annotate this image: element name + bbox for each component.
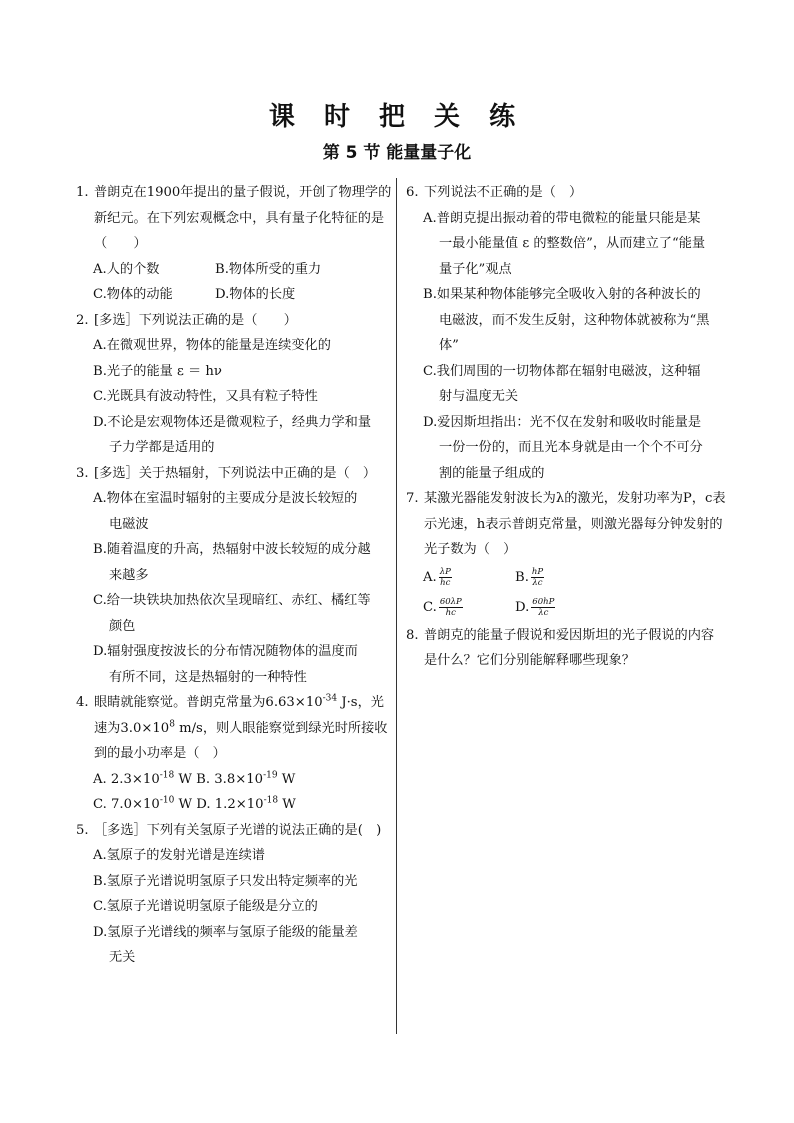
numerator: 60hP <box>532 597 555 607</box>
option-label: A. <box>423 569 437 585</box>
option-b <box>196 772 295 787</box>
question-number: 4. <box>76 695 89 710</box>
question-2 <box>76 308 392 461</box>
option-text: B.如果某种物体能够完全吸收入射的各种波长的 <box>423 287 701 302</box>
option-text-continued: 电磁波 <box>109 516 149 532</box>
numerator: λP <box>439 567 451 577</box>
option-text: C.我们周围的一切物体都在辐射电磁波，这种辐 <box>423 363 701 379</box>
option-text-continued: 射与温度无关 <box>439 389 519 404</box>
fraction <box>439 567 452 588</box>
question-number: 1. <box>76 185 89 200</box>
fraction <box>439 597 463 618</box>
option-a: A.在微观世界，物体的能量是连续变化的 <box>93 338 331 353</box>
fraction <box>531 567 544 588</box>
option-text-continued: 来越多 <box>109 567 149 583</box>
option-text-continued: 割的能量子组成的 <box>439 465 545 481</box>
question-3 <box>76 461 392 691</box>
option-b <box>76 537 392 588</box>
question-number: 8. <box>406 627 419 643</box>
column-divider <box>396 178 397 1034</box>
section-subtitle: 第 5 节 能量量子化 <box>322 143 472 163</box>
question-6 <box>406 180 726 486</box>
question-1 <box>76 180 392 308</box>
denominator: hc <box>445 608 456 618</box>
option-d <box>76 920 392 971</box>
exponent: -34 <box>322 693 338 704</box>
option-c: C.光既具有波动特性，又具有粒子特性 <box>93 389 318 404</box>
option-value: B. 3.8×10 <box>196 771 264 787</box>
option-d <box>196 797 296 812</box>
question-text: 普朗克在1900年提出的量子假说，开创了物理学的新纪元。在下列宏观概念中，具有量子化特征的是（ ） <box>94 185 392 251</box>
option-b: B.物体所受的重力 <box>215 261 322 277</box>
question-text: ［多选］下列有关氢原子光谱的说法正确的是( ) <box>94 822 382 838</box>
option-a <box>76 486 392 537</box>
option-a: A.氢原子的发射光谱是连续谱 <box>93 848 265 863</box>
question-number: 2. <box>76 312 89 328</box>
text-part: J·s，光速为3.0×10 <box>94 695 384 736</box>
question-text <box>94 690 392 767</box>
option-row <box>76 767 392 793</box>
option-a <box>406 206 726 283</box>
denominator: hc <box>440 578 451 588</box>
option-text: A.物体在室温时辐射的主要成分是波长较短的 <box>93 491 358 506</box>
option-text: D.不论是宏观物体还是微观粒子，经典力学和量 <box>93 414 372 430</box>
option-text: D.氢原子光谱线的频率与氢原子能级的能量差 <box>93 924 358 940</box>
option-b: B.光子的能量 ε ＝ hν <box>93 363 222 379</box>
unit: W <box>277 771 296 787</box>
unit: W <box>278 797 296 812</box>
option-b <box>515 565 607 591</box>
option-text-continued: 有所不同，这是热辐射的一种特性 <box>109 669 307 685</box>
option-text: A.普朗克提出振动着的带电微粒的能量只能是某 <box>423 210 701 226</box>
option-row <box>406 593 726 623</box>
option-label: D. <box>515 599 530 615</box>
option-a <box>93 772 192 787</box>
option-value: C. 7.0×10 <box>93 797 160 812</box>
numerator: 60λP <box>439 597 462 607</box>
question-4 <box>76 690 392 818</box>
question-text: 普朗克的能量子假说和爱因斯坦的光子假说的内容是什么？它们分别能解释哪些现象？ <box>424 627 715 668</box>
question-text: 某激光器能发射波长为λ的激光，发射功率为P，c表示光速，h表示普朗克常量，则激光器每分钟发射的光子数为（ ） <box>424 491 726 557</box>
option-c: C.氢原子光谱说明氢原子能级是分立的 <box>93 899 318 914</box>
question-text: [多选］下列说法正确的是（ ） <box>94 312 297 328</box>
option-value: D. 1.2×10 <box>196 797 264 812</box>
right-column <box>406 180 726 674</box>
option-a: A.人的个数 <box>93 261 160 277</box>
question-text: [多选］关于热辐射，下列说法中正确的是（ ） <box>94 465 377 481</box>
denominator: λc <box>538 608 549 618</box>
option-text: D.辐射强度按波长的分布情况随物体的温度而 <box>93 644 358 659</box>
fraction <box>531 597 555 618</box>
page-title: 课 时 把 关 练 <box>268 102 526 132</box>
numerator: hP <box>531 567 544 577</box>
question-number: 6. <box>406 185 419 200</box>
option-text-continued: 无关 <box>109 950 136 965</box>
option-text: C.给一块铁块加热依次呈现暗红、赤红、橘红等 <box>93 593 371 608</box>
option-text-continued: 体” <box>439 338 459 353</box>
option-c <box>406 359 726 410</box>
option-d <box>515 595 607 621</box>
option-text-continued: 电磁波，而不发生反射，这种物体就被称为“黑 <box>439 312 710 328</box>
exponent: -19 <box>263 770 278 781</box>
option-label: B. <box>515 569 529 585</box>
text-part: m/s，则人眼能察觉到绿光时所接收到的最小功率是（ ） <box>94 720 388 761</box>
unit: W <box>174 771 192 787</box>
exponent: -18 <box>263 795 279 806</box>
exponent: -10 <box>159 795 175 806</box>
option-d <box>406 410 726 487</box>
option-c <box>76 588 392 639</box>
option-label: C. <box>423 599 437 615</box>
option-row <box>76 282 392 308</box>
option-b <box>406 282 726 359</box>
question-7 <box>406 486 726 623</box>
option-c: C.物体的动能 <box>93 287 173 302</box>
question-8 <box>406 623 726 674</box>
option-text-continued: 颜色 <box>109 618 136 634</box>
question-number: 7. <box>406 491 419 506</box>
option-d <box>76 639 392 690</box>
option-d: D.物体的长度 <box>215 287 296 302</box>
option-text: B.随着温度的升高，热辐射中波长较短的成分越 <box>93 542 371 557</box>
option-text-continued: 量子化”观点 <box>439 261 512 277</box>
option-text-continued: 一最小能量值 ε 的整数倍”，从而建立了“能量 <box>439 236 706 251</box>
option-text: D.爱因斯坦指出：光不仅在发射和吸收时能量是 <box>423 414 702 430</box>
option-c <box>93 797 192 812</box>
option-c <box>423 595 515 621</box>
text-part: 眼睛就能察觉。普朗克常量为6.63×10 <box>94 695 323 710</box>
denominator: λc <box>532 578 543 588</box>
option-b: B.氢原子光谱说明氢原子只发出特定频率的光 <box>93 873 358 889</box>
exponent: 8 <box>169 719 175 730</box>
question-number: 5. <box>76 822 89 838</box>
unit: W <box>174 797 193 812</box>
option-row <box>76 792 392 818</box>
option-row <box>76 257 392 283</box>
option-text-continued: 子力学都是适用的 <box>109 440 215 455</box>
option-value: A. 2.3×10 <box>93 771 160 787</box>
left-column <box>76 180 392 971</box>
question-number: 3. <box>76 465 89 481</box>
option-row <box>406 563 726 593</box>
option-a <box>423 565 515 591</box>
option-d <box>76 410 392 461</box>
option-text-continued: 一份一份的，而且光本身就是由一个个不可分 <box>439 440 703 455</box>
exponent: -18 <box>159 770 175 781</box>
question-text: 下列说法不正确的是（ ） <box>424 185 583 200</box>
question-5 <box>76 818 392 971</box>
